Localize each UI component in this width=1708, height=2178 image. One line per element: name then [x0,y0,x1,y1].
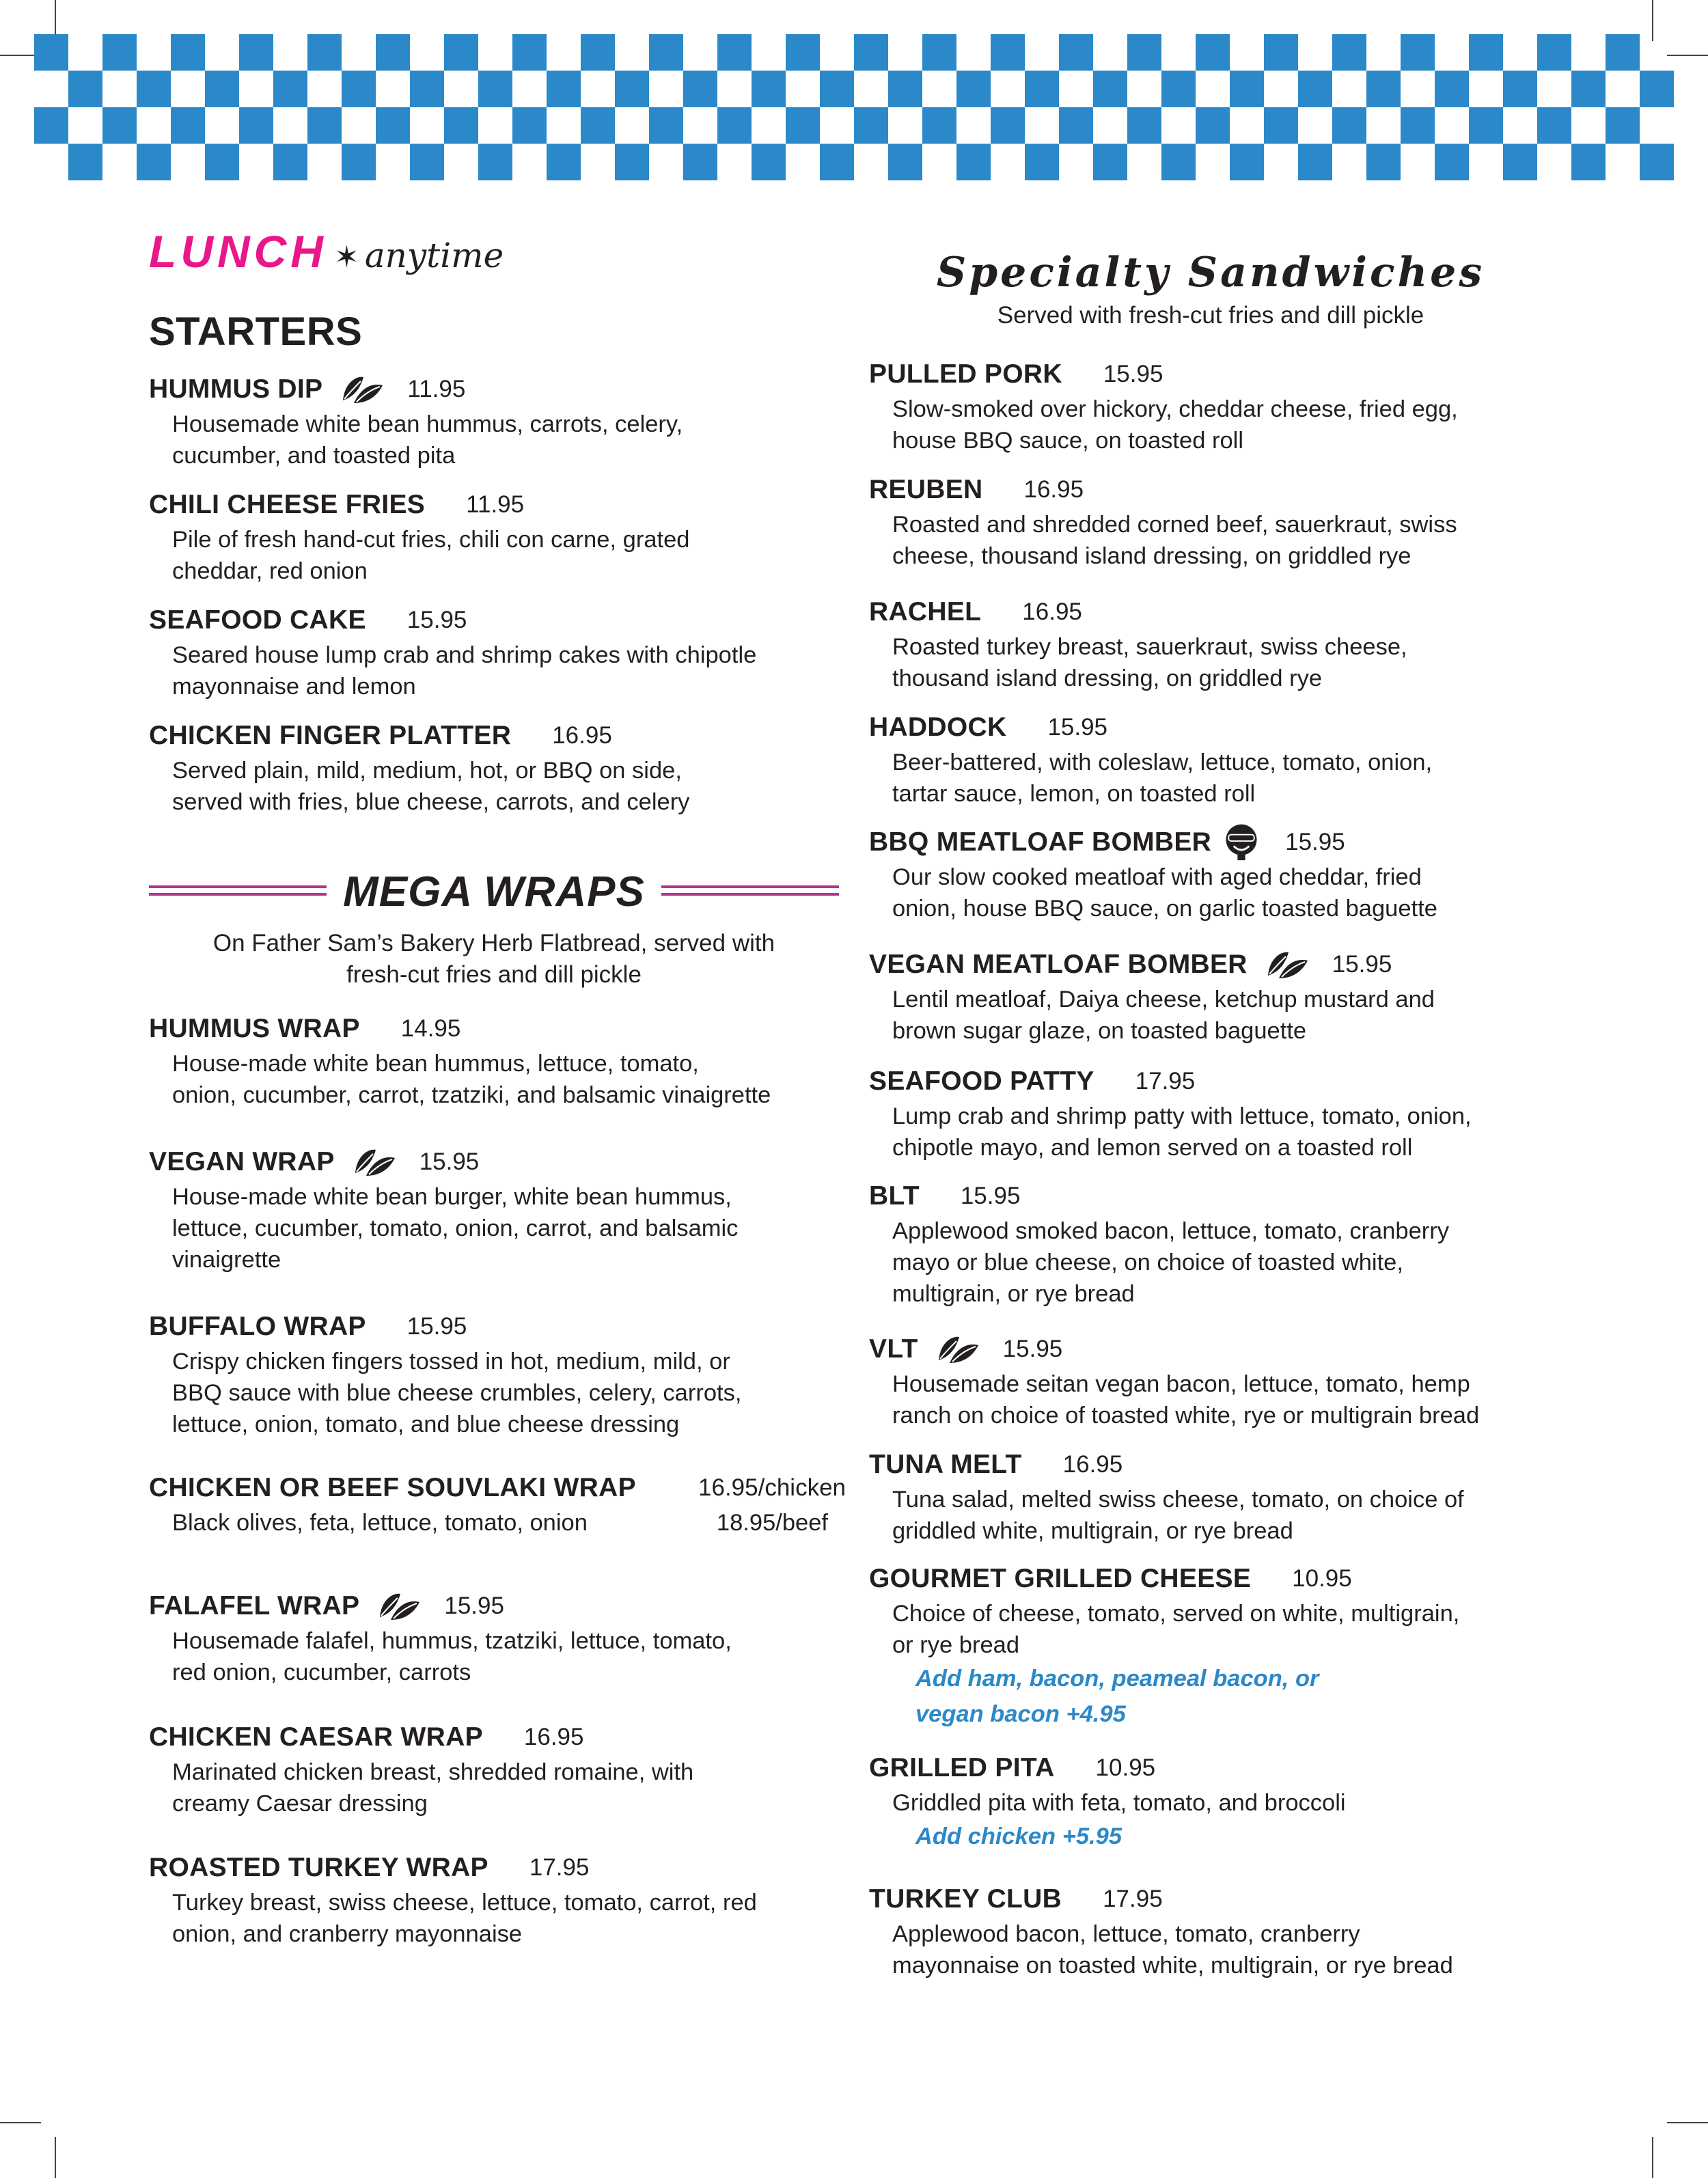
checker-square [1469,107,1503,144]
menu-item [149,1010,846,1111]
vegan-leaf-icon [1265,948,1309,981]
menu-item-name: CHICKEN CAESAR WRAP [149,1722,483,1752]
checker-square [1435,144,1469,181]
checker-square [1059,107,1093,144]
checker-square [1025,144,1059,181]
description-line: onion, house BBQ sauce, on garlic toasted baguette [892,896,1437,922]
checker-square [376,34,410,71]
menu-item-name: HUMMUS WRAP [149,1014,360,1043]
menu-item-price: 15.95 [1332,951,1392,978]
checker-square [888,144,922,181]
description-line: Roasted turkey breast, sauerkraut, swiss cheese, [892,634,1407,660]
description-line: Lentil meatloaf, Daiya cheese, ketchup mustard and [892,987,1435,1012]
crop-mark [1667,2122,1708,2123]
menu-item-price: 15.95 [1103,361,1163,387]
vegan-leaf-icon [377,1590,421,1623]
checker-square [444,107,478,144]
description-line: Housemade falafel, hummus, tzatziki, lettuce, tomato, [172,1628,732,1654]
add-on-note [869,1819,1566,1854]
menu-item-header [149,370,846,409]
checker-square [786,34,820,71]
checker-square [1298,71,1332,108]
checker-square [820,71,854,108]
checker-square [1366,71,1401,108]
checker-square [854,34,888,71]
menu-item-header [869,823,1566,861]
checker-square [68,71,102,108]
description-line: Seared house lump crab and shrimp cakes with chipotle [172,642,757,668]
bomber-mascot-icon [1221,821,1262,865]
checker-square [615,144,649,181]
description-line: Marinated chicken breast, shredded romaine, with [172,1759,694,1785]
menu-item-description [149,409,846,471]
menu-item-price: 16.95 [1023,476,1084,503]
menu-item-description [869,394,1566,456]
checker-square [1230,71,1264,108]
lunch-word: LUNCH [149,226,327,277]
checker-square [956,71,991,108]
checker-square [1127,107,1161,144]
menu-item-name: TUNA MELT [869,1450,1022,1479]
checker-square [1640,71,1674,108]
mega-wraps-title: MEGA WRAPS [343,868,645,915]
menu-item-name: HADDOCK [869,713,1007,742]
checker-square [478,144,512,181]
description-line: creamy Caesar dressing [172,1791,428,1817]
checker-square [1196,107,1230,144]
specialty-sandwiches-title: Specialty Sandwiches [936,249,1485,297]
description-line [172,1507,846,1539]
checker-square [410,71,444,108]
menu-item-price: 10.95 [1095,1754,1156,1781]
menu-item-description [869,1918,1566,1981]
description-line: onion, and cranberry mayonnaise [172,1921,523,1947]
menu-item-description [869,1484,1566,1547]
checker-square [752,144,786,181]
description-line: Roasted and shredded corned beef, sauerkraut, swiss [892,512,1457,538]
description-line: Applewood bacon, lettuce, tomato, cranberry [892,1921,1360,1947]
checker-square [1264,107,1298,144]
menu-item-price-beef: 18.95/beef [716,1510,828,1536]
checker-square [615,71,649,108]
menu-item-header [149,1143,846,1181]
menu-item-description [869,509,1566,572]
menu-item-description [869,1368,1566,1431]
star-icon: ✶ [333,240,359,274]
checker-square [854,107,888,144]
menu-item [149,717,846,818]
menu-item [869,1062,1566,1163]
menu-item-header [869,1446,1566,1484]
checker-square [820,144,854,181]
checker-square [1332,107,1366,144]
menu-item-price: 17.95 [1135,1068,1196,1094]
menu-item-name: BLT [869,1181,920,1211]
menu-item [149,486,846,587]
checker-square [1093,71,1127,108]
menu-item-description [869,631,1566,694]
menu-item [149,1143,846,1276]
menu-item-header [869,708,1566,747]
menu-item-price: 16.95 [523,1724,584,1750]
menu-item-description [869,861,1566,924]
menu-item [149,1308,846,1440]
starters-heading: STARTERS [149,309,363,354]
menu-item-name: GRILLED PITA [869,1753,1055,1782]
checker-square [786,107,820,144]
menu-item-header [869,1880,1566,1918]
menu-item-price: 15.95 [1002,1336,1063,1362]
description-line: house BBQ sauce, on toasted roll [892,428,1243,454]
checker-square [137,71,171,108]
description-line: thousand island dressing, on griddled rye [892,665,1323,691]
menu-item-header [869,471,1566,509]
checker-square [1059,34,1093,71]
menu-item-header [149,486,846,524]
checker-square [1161,144,1196,181]
checker-square [239,34,273,71]
description-line: cheddar, red onion [172,558,368,584]
menu-item-description [149,1625,846,1688]
checker-square [1435,71,1469,108]
checker-square [307,107,342,144]
description-line: Pile of fresh hand-cut fries, chili con carne, grated [172,527,690,553]
checker-square [991,107,1025,144]
menu-item-price: 15.95 [1285,829,1345,855]
menu-item [149,1849,846,1950]
checker-square [1332,34,1366,71]
menu-item-name: GOURMET GRILLED CHEESE [869,1564,1252,1593]
menu-item-header [869,593,1566,631]
menu-item-header [869,946,1566,984]
menu-item-name: VLT [869,1334,918,1364]
menu-item-header [149,1587,846,1625]
wraps-note-line: fresh-cut fries and dill pickle [346,961,642,988]
add-on-line: vegan bacon +4.95 [915,1701,1126,1727]
checker-square [547,144,581,181]
menu-item-name: VEGAN WRAP [149,1147,335,1176]
checker-square [171,107,205,144]
description-line: cucumber, and toasted pita [172,443,456,469]
checker-square [922,34,956,71]
checker-square [205,71,239,108]
menu-item-price: 11.95 [407,376,466,402]
specialty-note: Served with fresh-cut fries and dill pickle [997,302,1424,329]
menu-item [869,823,1566,924]
mega-wraps-heading [149,868,839,929]
description-line: or rye bread [892,1632,1020,1658]
description-line: House-made white bean hummus, lettuce, tomato, [172,1051,699,1077]
checker-square [512,34,547,71]
menu-item-name: CHICKEN FINGER PLATTER [149,721,512,750]
checker-square [137,144,171,181]
description-line: Griddled pita with feta, tomato, and broccoli [892,1790,1346,1816]
description-line: Turkey breast, swiss cheese, lettuce, tomato, carrot, red [172,1890,757,1916]
menu-item-header [149,601,846,639]
description-line: onion, cucumber, carrot, tzatziki, and balsamic vinaigrette [172,1082,771,1108]
checker-square [1606,34,1640,71]
checker-square [1606,107,1640,144]
checker-square [444,34,478,71]
checker-square [1640,144,1674,181]
menu-item [869,1446,1566,1547]
menu-item-header [149,1718,846,1756]
checker-square [342,71,376,108]
checker-square [1401,34,1435,71]
menu-item-description [869,1101,1566,1163]
menu-item [869,355,1566,456]
menu-item-price: 16.95 [1062,1451,1123,1478]
checker-square [307,34,342,71]
checker-square [102,107,137,144]
crop-mark [1652,2137,1653,2178]
checker-square [1571,144,1606,181]
checker-square [956,144,991,181]
wraps-note-line: On Father Sam’s Bakery Herb Flatbread, served with [212,930,775,956]
checker-square [1127,34,1161,71]
description-line: BBQ sauce with blue cheese crumbles, celery, carrots, [172,1380,742,1406]
menu-item-description [149,524,846,587]
add-on-note [869,1661,1566,1732]
description-line: vinaigrette [172,1247,281,1273]
menu-item [869,1560,1566,1732]
menu-item-price: 16.95 [1022,598,1082,625]
description-line: Tuna salad, melted swiss cheese, tomato, on choice of [892,1487,1464,1513]
menu-item-price: 15.95 [444,1593,504,1619]
description-line: Lump crab and shrimp patty with lettuce, tomato, onion, [892,1103,1472,1129]
divider-right [661,885,839,899]
description-line: chipotle mayo, and lemon served on a toasted roll [892,1135,1413,1161]
description-line: Housemade white bean hummus, carrots, celery, [172,411,683,437]
menu-item-name: CHICKEN OR BEEF SOUVLAKI WRAP [149,1473,636,1502]
description-line: mayo or blue cheese, on choice of toasted white, [892,1250,1403,1276]
checker-square [581,34,615,71]
checker-square [752,71,786,108]
description-line: tartar sauce, lemon, on toasted roll [892,781,1256,807]
menu-item-description [149,1048,846,1111]
checker-square [205,144,239,181]
checker-square [1537,107,1571,144]
checker-square [273,71,307,108]
menu-item-name: TURKEY CLUB [869,1884,1062,1914]
checker-square [717,107,752,144]
menu-item-header [869,1330,1566,1368]
menu-item-name: SEAFOOD CAKE [149,605,366,635]
menu-item [869,1749,1566,1854]
menu-item [869,1330,1566,1431]
menu-item [869,593,1566,694]
description-line: mayonnaise and lemon [172,674,416,700]
checker-square [1503,71,1537,108]
description-line: griddled white, multigrain, or rye bread [892,1518,1293,1544]
description-line: cheese, thousand island dressing, on griddled rye [892,543,1411,569]
checker-square [34,107,68,144]
checker-square [342,144,376,181]
menu-item-description [869,1598,1566,1661]
description-line: served with fries, blue cheese, carrots, and celery [172,789,690,815]
checker-square [1025,71,1059,108]
checker-square [1469,34,1503,71]
checker-square [1503,144,1537,181]
menu-item-price: 15.95 [407,1313,467,1340]
checker-square [239,107,273,144]
checker-square [1298,144,1332,181]
checker-square [547,71,581,108]
menu-item [149,370,846,471]
description-line: Crispy chicken fingers tossed in hot, medium, mild, or [172,1349,730,1375]
add-on-line: Add ham, bacon, peameal bacon, or [915,1666,1319,1692]
menu-item-header [149,1308,846,1346]
menu-item-name: SEAFOOD PATTY [869,1066,1094,1096]
checker-square [1196,34,1230,71]
description-line: ranch on choice of toasted white, rye or multigrain bread [892,1403,1480,1429]
checker-square [922,107,956,144]
menu-item [149,1587,846,1688]
menu-item-description [149,639,846,702]
vegan-leaf-icon [353,1146,396,1178]
menu-item [149,1469,846,1539]
description-line: Housemade seitan vegan bacon, lettuce, tomato, hemp [892,1371,1470,1397]
menu-item-name: ROASTED TURKEY WRAP [149,1853,488,1882]
menu-item-name: FALAFEL WRAP [149,1591,360,1621]
checker-square [512,107,547,144]
wraps-note [149,928,839,991]
description-line: Beer-battered, with coleslaw, lettuce, tomato, onion, [892,749,1433,775]
menu-item [869,708,1566,810]
menu-item-name: HUMMUS DIP [149,374,323,404]
description-line: Served plain, mild, medium, hot, or BBQ on side, [172,758,682,784]
menu-item-description [149,1346,846,1440]
description-line: Slow-smoked over hickory, cheddar cheese, fried egg, [892,396,1458,422]
menu-item-price: 15.95 [419,1148,480,1175]
menu-item-name: CHILI CHEESE FRIES [149,490,426,519]
menu-item-description [149,1887,846,1950]
menu-item-header [869,1749,1566,1787]
menu-item-name: VEGAN MEATLOAF BOMBER [869,950,1248,979]
checker-square [649,107,683,144]
checker-square [683,71,717,108]
menu-item-header [149,717,846,755]
checkered-banner [34,34,1674,180]
menu-item-header [869,1177,1566,1215]
description-line: Our slow cooked meatloaf with aged cheddar, fried [892,864,1422,890]
crop-mark [0,2122,41,2123]
menu-item-name: RACHEL [869,597,982,626]
menu-item-price: 16.95/chicken [698,1474,846,1501]
description-line: mayonnaise on toasted white, multigrain, or rye bread [892,1953,1453,1979]
checker-square [1093,144,1127,181]
description-text: Black olives, feta, lettuce, tomato, onion [172,1510,588,1536]
crop-mark [55,2137,56,2178]
checker-square [34,34,68,71]
checker-square [1401,107,1435,144]
description-line: lettuce, onion, tomato, and blue cheese dressing [172,1411,680,1437]
menu-item-price: 15.95 [407,607,467,633]
checker-square [273,144,307,181]
checker-square [581,107,615,144]
menu-item-price: 11.95 [466,491,525,518]
vegan-leaf-icon [340,373,384,406]
checker-square [1366,144,1401,181]
checker-square [410,144,444,181]
menu-item-description [149,1756,846,1819]
checker-square [1537,34,1571,71]
menu-item-header [149,1849,846,1887]
description-line: House-made white bean burger, white bean hummus, [172,1184,732,1210]
menu-item-header [149,1469,846,1507]
add-on-line: Add chicken +5.95 [915,1823,1122,1849]
menu-item-header [869,355,1566,394]
menu-item-name: PULLED PORK [869,359,1062,389]
menu-item-header [149,1010,846,1048]
menu-item-price: 16.95 [552,722,612,749]
menu-item-price: 14.95 [400,1015,461,1042]
menu-item-description [149,755,846,818]
menu-item-price: 17.95 [529,1854,590,1881]
menu-item [149,601,846,702]
description-line: lettuce, cucumber, tomato, onion, carrot, and balsamic [172,1215,739,1241]
menu-item [149,1718,846,1819]
menu-item-price: 15.95 [1047,714,1108,741]
menu-item-header [869,1560,1566,1598]
menu-item [869,471,1566,572]
checker-square [1230,144,1264,181]
checker-square [102,34,137,71]
description-line: multigrain, or rye bread [892,1281,1135,1307]
menu-item-header [869,1062,1566,1101]
menu-item-price: 10.95 [1292,1565,1352,1592]
checker-square [683,144,717,181]
checker-square [1264,34,1298,71]
checker-square [1161,71,1196,108]
checker-square [888,71,922,108]
menu-item-name: REUBEN [869,475,983,504]
checker-square [376,107,410,144]
checker-square [478,71,512,108]
menu-item-name: BUFFALO WRAP [149,1312,366,1341]
menu-item [869,946,1566,1047]
checker-square [171,34,205,71]
description-line: brown sugar glaze, on toasted baguette [892,1018,1307,1044]
menu-item [869,1177,1566,1310]
checker-square [68,144,102,181]
checker-square [991,34,1025,71]
menu-item-price: 17.95 [1103,1886,1163,1912]
description-line: Choice of cheese, tomato, served on white, multigrain, [892,1601,1460,1627]
menu-item [869,1880,1566,1981]
menu-item-description [149,1181,846,1276]
menu-item-name: BBQ MEATLOAF BOMBER [869,827,1212,857]
description-line: red onion, cucumber, carrots [172,1659,471,1685]
vegan-leaf-icon [936,1333,980,1366]
menu-item-description [149,1507,846,1539]
checker-square [717,34,752,71]
menu-item-price: 15.95 [960,1183,1021,1209]
menu-item-description [869,1787,1566,1819]
menu-item-description [869,747,1566,810]
lunch-anytime-heading [149,225,504,287]
menu-item-description [869,1215,1566,1310]
description-line: Applewood smoked bacon, lettuce, tomato, cranberry [892,1218,1450,1244]
checker-square [649,34,683,71]
menu-item-description [869,984,1566,1047]
checker-square [1571,71,1606,108]
anytime-word: anytime [364,236,504,275]
